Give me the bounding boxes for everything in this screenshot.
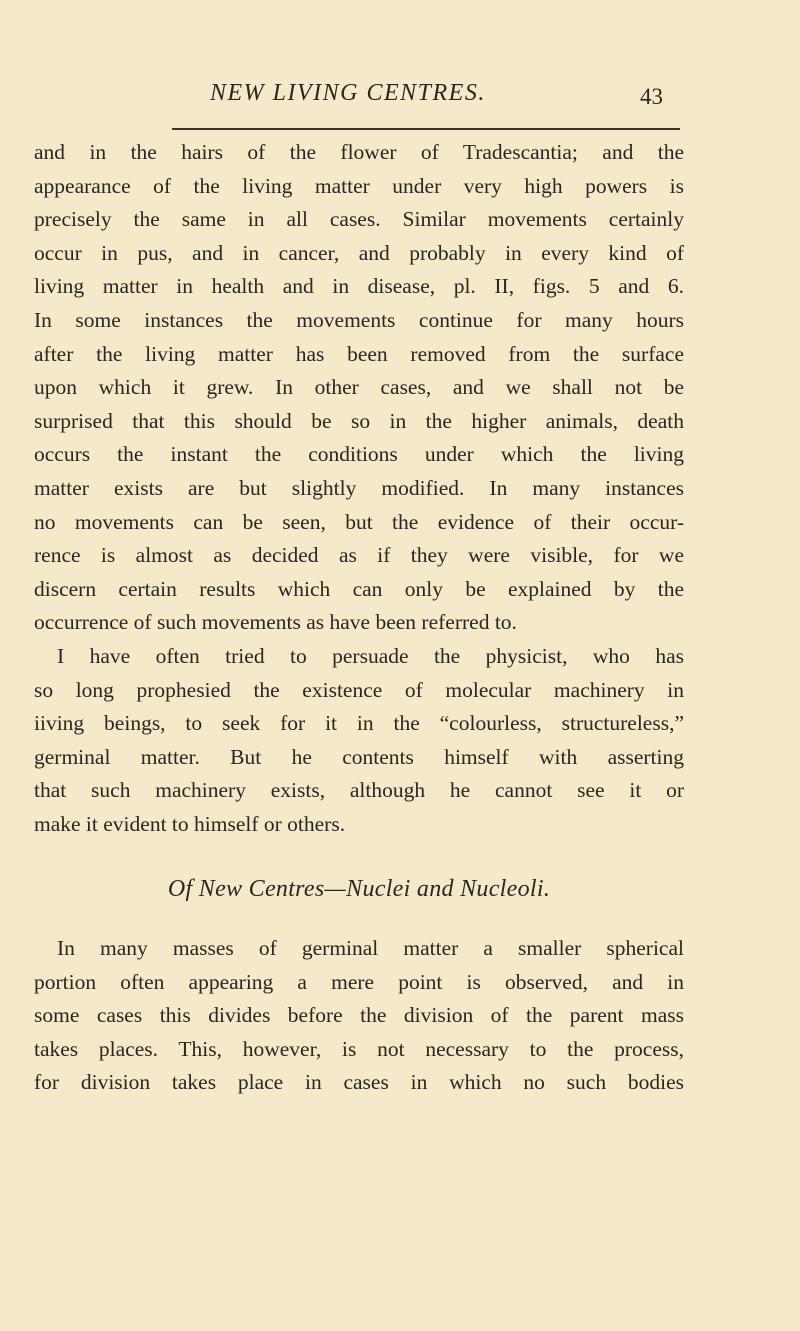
text-line: for division takes place in cases in which no such bodies — [34, 1070, 684, 1095]
text-line: and in the hairs of the flower of Tradescantia; and the — [34, 140, 684, 164]
text-line: occur in pus, and in cancer, and probably in every kind of — [34, 240, 684, 265]
text-line: that such machinery exists, although he cannot see it or — [34, 778, 684, 803]
page-number: 43 — [640, 84, 663, 109]
text-line: living matter in health and in disease, pl. II, figs. 5 and 6. — [34, 274, 684, 299]
text-line: іiving beings, to seek for it in the “colourless, structureless,” — [34, 711, 684, 736]
text-line: after the living matter has been removed from the surface — [34, 341, 684, 366]
body-text-upper — [34, 136, 684, 841]
text-line: some cases this divides before the division of the parent mass — [34, 1003, 684, 1028]
text-line: upon which it grew. In other cases, and we shall not be — [34, 375, 684, 400]
paragraph-1 — [34, 136, 684, 640]
text-line: discern certain results which can only be explained by the — [34, 576, 684, 601]
text-line: occurrence of such movements as have been referred to. — [34, 610, 517, 635]
text-line: precisely the same in all cases. Similar movements certainly — [34, 207, 684, 232]
text-line: make it evident to himself or others. — [34, 811, 346, 836]
text-line: no movements can be seen, but the evidence of their occur- — [34, 509, 684, 534]
text-line: appearance of the living matter under very high powers is — [34, 173, 684, 198]
text-line: rence is almost as decided as if they were visible, for we — [34, 543, 684, 568]
section-heading: Of New Centres—Nuclei and Nucleoli. — [167, 876, 551, 902]
text-line: occurs the instant the conditions under which the living — [34, 442, 684, 467]
text-line: germinal matter. But he contents himself with asserting — [34, 744, 684, 769]
text-line: I have often tried to persuade the physicist, who has — [57, 643, 684, 668]
paragraph-2 — [34, 640, 684, 842]
body-text-lower — [34, 932, 684, 1100]
running-title: NEW LIVING CENTRES. — [210, 80, 486, 106]
text-line: takes places. This, however, is not necessary to the process, — [34, 1036, 684, 1061]
header-rule — [172, 128, 680, 130]
text-line: portion often appearing a mere point is observed, and in — [34, 969, 684, 994]
page-header — [0, 78, 800, 118]
text-line: so long prophesied the existence of molecular machinery in — [34, 677, 684, 702]
text-line: In some instances the movements continue for many hours — [34, 307, 684, 332]
text-line: surprised that this should be so in the higher animals, death — [34, 408, 684, 433]
text-line: In many masses of germinal matter a smaller spherical — [57, 936, 684, 960]
text-line: matter exists are but slightly modified. In many instances — [34, 475, 684, 500]
paragraph-3 — [34, 932, 684, 1100]
